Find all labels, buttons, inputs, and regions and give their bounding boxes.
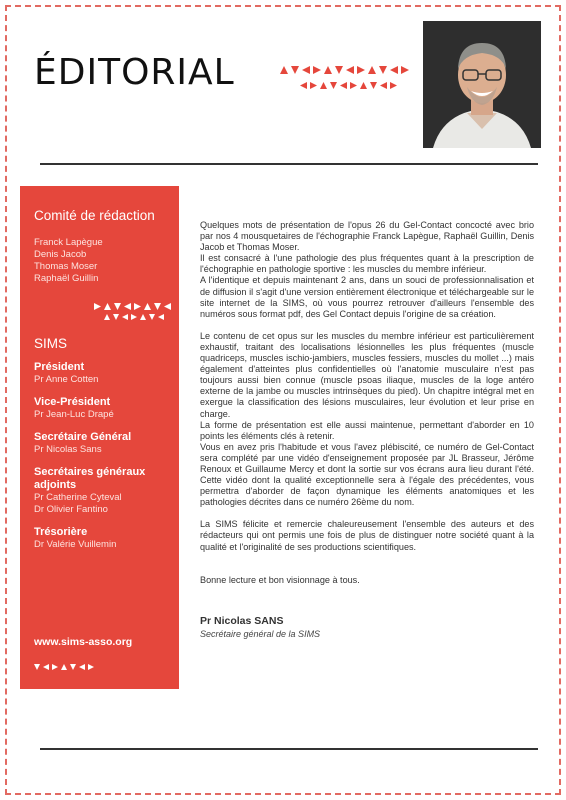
triangle-icon — [94, 303, 101, 310]
triangle-icon — [335, 66, 343, 74]
role-title: Trésorière — [34, 526, 88, 538]
portrait-image — [423, 21, 541, 148]
triangle-icon — [61, 664, 67, 670]
triangle-icon — [140, 314, 146, 320]
triangle-icon — [149, 314, 155, 320]
signature-name: Pr Nicolas SANS — [200, 614, 284, 627]
triangle-icon — [370, 82, 377, 89]
triangle-icon — [340, 82, 347, 89]
triangle-icon — [302, 66, 310, 74]
header-divider — [40, 163, 538, 165]
role-person: Pr Anne Cotten — [34, 374, 99, 385]
role-person: Pr Catherine Cyteval — [34, 492, 122, 503]
committee-member: Franck Lapègue — [34, 237, 103, 248]
triangle-icon — [43, 664, 49, 670]
triangle-ornament — [34, 664, 94, 670]
triangle-icon — [280, 66, 288, 74]
triangle-icon — [380, 82, 387, 89]
triangle-icon — [158, 314, 164, 320]
sidebar — [20, 186, 179, 689]
committee-members — [34, 237, 179, 285]
committee-heading: Comité de rédaction — [34, 208, 155, 223]
triangle-icon — [144, 303, 151, 310]
triangle-icon — [324, 66, 332, 74]
paragraph: La SIMS félicite et remercie chaleureusement l'ensemble des auteurs et des rédacteurs qui ont permis une fois de plus de distinguer notre société quant à la qualité et l'originalité de ses productions scientifiques. — [200, 519, 534, 552]
triangle-ornament — [94, 303, 179, 310]
triangle-icon — [34, 664, 40, 670]
triangle-icon — [79, 664, 85, 670]
editorial-body — [200, 220, 534, 640]
role-person: Dr Valérie Vuillemin — [34, 539, 117, 550]
committee-member: Denis Jacob — [34, 249, 87, 260]
triangle-icon — [350, 82, 357, 89]
triangle-icon — [390, 82, 397, 89]
committee-member: Raphaël Guillin — [34, 273, 99, 284]
triangle-icon — [104, 314, 110, 320]
paragraph: A l'identique et depuis maintenant 2 ans, dans un souci de professionnalisation et de diffusion il s'agit d'une version entièrement électronique et téléchargeable sur le site internet de la SIMS, où vous pourrez retrouver d'ailleurs l'ensemble des numéros sous format pdf, des Gel Contact depuis l'origine de sa création. — [200, 275, 534, 319]
role-title: Secrétaire Général — [34, 431, 132, 443]
triangle-ornament — [280, 66, 409, 74]
triangle-icon — [122, 314, 128, 320]
triangle-icon — [313, 66, 321, 74]
triangle-icon — [291, 66, 299, 74]
triangle-icon — [134, 303, 141, 310]
role-title: Vice-Président — [34, 396, 111, 408]
paragraph: Le contenu de cet opus sur les muscles du membre inférieur est particulièrement exhaustif, traitant des localisations lésionnelles les plus fréquentes (muscle quadriceps, muscles ischio-jambiers, muscles fessiers, muscles du mollet ...) mais également d'atteintes plus confidentielles où l'anatomie musculaire n'est pas toujours aussi bien connue (muscle psoas iliaque, muscles de la loge antéro externe de la jambe ou muscles intrinsèques du pied). Un chapitre intégral met en exergue la classification des lésions musculaires, leur évolution et leur prise en charge. — [200, 330, 534, 419]
triangle-icon — [320, 82, 327, 89]
triangle-ornament — [104, 314, 179, 320]
triangle-icon — [104, 303, 111, 310]
role-title: Président — [34, 361, 85, 373]
triangle-icon — [300, 82, 307, 89]
website-link[interactable]: www.sims-asso.org — [34, 636, 133, 648]
triangle-icon — [113, 314, 119, 320]
triangle-icon — [124, 303, 131, 310]
sims-heading: SIMS — [34, 336, 68, 351]
triangle-icon — [310, 82, 317, 89]
triangle-icon — [164, 303, 171, 310]
triangle-icon — [379, 66, 387, 74]
paragraph: Vous en avez pris l'habitude et vous l'avez plébiscité, ce numéro de Gel-Contact sera complété par une vidéo d'enseignement proposée par JL Brasseur, Jérôme Renoux et Guillaume Mercy et dont la sortie sur vos écrans aura lieu durant l'été. Cette vidéo dont la qualité exceptionnelle sera à l'égale des précédentes, vous permettra d'aborder de façon dynamique les éléments anatomiques et les pathologies décrites dans ce numéro 26ème du nom. — [200, 441, 534, 508]
triangle-icon — [357, 66, 365, 74]
triangle-ornament — [300, 82, 397, 89]
role-person: Pr Jean-Luc Drapé — [34, 409, 114, 420]
page-title: ÉDITORIAL — [34, 52, 235, 93]
paragraph: Il est consacré à l'une pathologie des plus fréquentes quant à la prescription de l'échographie en pathologie sportive : les muscles du membre inférieur. — [200, 253, 534, 275]
triangle-icon — [401, 66, 409, 74]
triangle-icon — [52, 664, 58, 670]
closing-line: Bonne lecture et bon visionnage à tous. — [200, 574, 360, 585]
triangle-icon — [114, 303, 121, 310]
triangle-icon — [390, 66, 398, 74]
role-title: Secrétaires généraux adjoints — [34, 466, 146, 491]
triangle-icon — [131, 314, 137, 320]
paragraph: La forme de présentation est elle aussi maintenue, permettant d'aborder en 10 points les éléments clés à retenir. — [200, 419, 534, 441]
triangle-icon — [88, 664, 94, 670]
paragraph: Quelques mots de présentation de l'opus 26 du Gel-Contact concocté avec brio par nos 4 mousquetaires de l'échographie Franck Lapègue, Raphaël Guillin, Denis Jacob et Thomas Moser. — [200, 220, 534, 253]
signature-title: Secrétaire général de la SIMS — [200, 628, 321, 639]
footer-divider — [40, 748, 538, 750]
triangle-icon — [70, 664, 76, 670]
triangle-icon — [346, 66, 354, 74]
triangle-icon — [330, 82, 337, 89]
author-photo — [423, 21, 541, 148]
triangle-icon — [368, 66, 376, 74]
role-person: Pr Nicolas Sans — [34, 444, 102, 455]
committee-member: Thomas Moser — [34, 261, 98, 272]
triangle-icon — [154, 303, 161, 310]
triangle-icon — [360, 82, 367, 89]
role-person: Dr Olivier Fantino — [34, 504, 108, 515]
